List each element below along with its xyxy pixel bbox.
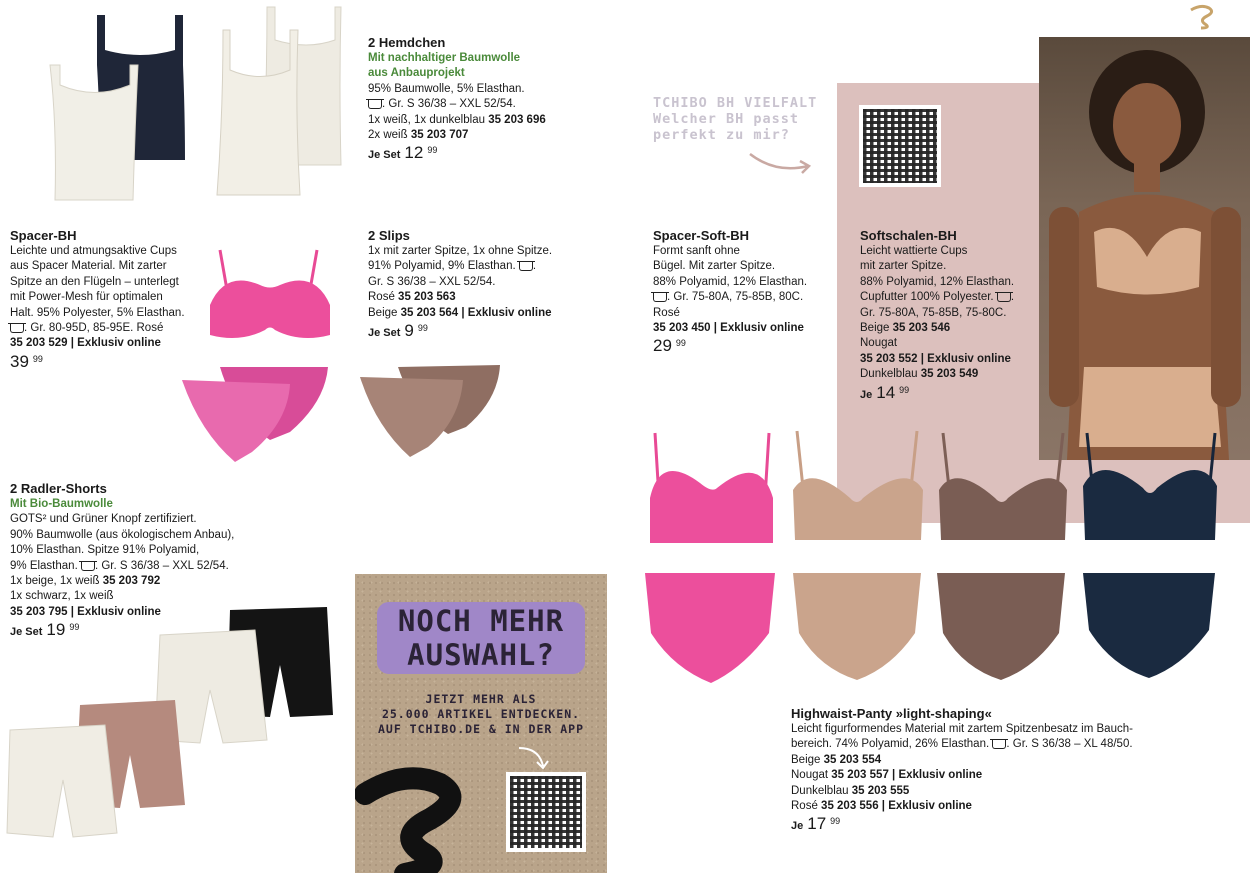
description-line: GOTS² und Grüner Knopf zertifiziert. xyxy=(10,513,197,526)
callout-line: TCHIBO BH VIELFALT xyxy=(653,95,818,111)
price-main: 29 xyxy=(653,336,672,356)
promo-text: JETZT MEHR ALS xyxy=(425,692,537,706)
description-line: 90% Baumwolle (aus ökologischem Anbau), xyxy=(10,528,235,541)
description-line: Leicht figurformendes Material mit zartem Spitzenbesatz im Bauch- xyxy=(791,723,1133,735)
wash-care-icon xyxy=(81,561,95,571)
price-main: 9 xyxy=(404,321,414,341)
article-number: 35 203 696 xyxy=(488,113,546,126)
nougat-bra xyxy=(939,433,1067,540)
price-main: 12 xyxy=(404,143,424,163)
product-subtitle: Mit nachhaltiger Baumwolle xyxy=(368,52,521,64)
promo-text: 25.000 ARTIKEL ENTDECKEN. xyxy=(381,707,581,721)
promo-box xyxy=(355,574,607,873)
price-cents: 99 xyxy=(675,338,686,349)
variant-label: 1x schwarz, 1x weiß xyxy=(10,590,114,603)
material-line: 88% Polyamid, 12% Elasthan. xyxy=(653,275,808,288)
product-title: Spacer-BH xyxy=(10,228,77,243)
material-line: Cupfutter 100% Polyester. xyxy=(860,291,994,304)
variant-label: 1x weiß, 1x dunkelblau xyxy=(368,113,489,126)
description-line: aus Spacer Material. Mit zarter xyxy=(10,260,167,273)
article-number: 35 203 557 | Exklusiv online xyxy=(831,769,983,782)
article-number: 35 203 552 | Exklusiv online xyxy=(860,352,1011,365)
price xyxy=(860,382,1014,403)
price xyxy=(10,351,185,372)
description-line: Leichte und atmungsaktive Cups xyxy=(10,245,177,257)
promo-headline: NOCH MEHR xyxy=(397,604,565,638)
variant-label: Nougat xyxy=(791,769,832,782)
variant-label: 2x weiß xyxy=(368,129,411,142)
price-cents: 99 xyxy=(69,622,80,633)
article-number: 35 203 563 xyxy=(398,291,456,304)
product-title: Spacer-Soft-BH xyxy=(653,228,750,243)
description-line: Bügel. Mit zarter Spitze. xyxy=(653,260,776,273)
price-main: 14 xyxy=(876,382,896,402)
article-number: 35 203 450 | Exklusiv online xyxy=(653,322,804,335)
pink-bra xyxy=(650,433,773,543)
description-line: mit Power-Mesh für optimalen xyxy=(10,291,163,304)
price-prefix: Je Set xyxy=(10,626,43,639)
article-number: 35 203 555 xyxy=(851,784,910,797)
spacer-bh-text xyxy=(10,227,185,372)
softschalen-text: Softschalen-BH Leicht wattierte Cups mit zarter Spitze. 88% Polyamid, 12% Elasthan. Cupfutter 100% Polyester. . Gr. 75-80A, 75-85B, 75-80C. Beige 35 203 546 Nougat 35 203 552 | Exklusiv online Dunkelblau 35 203 549 Je 14 99 xyxy=(860,228,1015,402)
price-cents: 99 xyxy=(899,384,910,395)
pink-briefs-photo xyxy=(180,362,332,467)
variant-label: Rosé xyxy=(368,291,399,304)
spacer-soft-text xyxy=(653,227,807,357)
material-line: 88% Polyamid, 12% Elasthan. xyxy=(860,275,1015,288)
highwaist-text xyxy=(791,705,1133,835)
variant-label: Dunkelblau xyxy=(791,784,852,797)
price xyxy=(653,338,807,356)
price-prefix: Je xyxy=(791,820,804,833)
wash-care-icon xyxy=(10,323,24,333)
product-title: 2 Radler-Shorts xyxy=(10,481,107,496)
panties-row-photo xyxy=(643,568,1223,686)
article-number: 35 203 792 xyxy=(102,575,161,588)
price-cents: 99 xyxy=(427,145,438,156)
promo-text: AUF TCHIBO.DE & IN DER APP xyxy=(377,722,584,736)
price-cents: 99 xyxy=(417,323,428,334)
camisole-photo xyxy=(45,5,345,205)
article-number: 35 203 529 | Exklusiv online xyxy=(10,337,161,350)
article-number: 35 203 556 | Exklusiv online xyxy=(821,800,972,813)
price-prefix: Je xyxy=(860,388,873,401)
price xyxy=(368,323,552,341)
price-prefix: Je Set xyxy=(368,327,401,340)
description-line: Spitze an den Flügeln – unterlegt xyxy=(10,275,179,288)
tchibo-swirl-icon xyxy=(355,764,475,873)
description-line: Leicht wattierte Cups xyxy=(860,245,968,257)
material-line: bereich. 74% Polyamid, 26% Elasthan. xyxy=(791,738,993,751)
article-number: 35 203 549 xyxy=(920,368,979,381)
description-line: Formt sanft ohne xyxy=(653,245,740,257)
arrow-icon xyxy=(748,148,814,176)
description-line: mit zarter Spitze. xyxy=(860,260,947,273)
arrow-icon xyxy=(515,744,555,772)
variant-label: Beige xyxy=(791,753,824,766)
variant-label: Rosé xyxy=(791,800,822,813)
size-line: . Gr. S 36/38 – XXL 52/54. xyxy=(382,98,516,111)
variant-label: Rosé xyxy=(653,306,680,319)
size-line: Gr. S 36/38 – XXL 52/54. xyxy=(368,275,496,288)
price xyxy=(368,145,546,163)
promo-headline: AUSWAHL? xyxy=(407,638,555,672)
wash-care-icon xyxy=(519,261,533,271)
description-line: 1x mit zarter Spitze, 1x ohne Spitze. xyxy=(368,245,553,257)
qr-code[interactable] xyxy=(859,105,941,187)
price xyxy=(791,816,1133,834)
price-main: 39 xyxy=(10,351,29,371)
variant-label: Nougat xyxy=(860,337,898,350)
price-prefix: Je Set xyxy=(368,149,401,162)
article-number: 35 203 554 xyxy=(823,753,882,766)
hemdchen-text xyxy=(368,34,546,164)
variant-label: Beige xyxy=(368,306,401,319)
callout-line: perfekt zu mir? xyxy=(653,127,790,143)
pink-bra-photo xyxy=(205,245,335,340)
price-main: 19 xyxy=(46,620,66,640)
shorts-photo xyxy=(5,605,335,840)
size-line: Gr. 75-80A, 75-85B, 75-80C. xyxy=(860,306,1007,319)
wash-care-icon xyxy=(997,292,1011,302)
size-line: . Gr. S 36/38 – XL 48/50. xyxy=(1006,738,1133,751)
product-title: Highwaist-Panty »light-shaping« xyxy=(791,706,992,721)
article-number: 35 203 795 | Exklusiv online xyxy=(10,605,161,618)
product-title: Softschalen-BH xyxy=(860,228,957,243)
size-line: . Gr. 75-80A, 75-85B, 80C. xyxy=(667,291,804,304)
wash-care-icon xyxy=(653,292,667,302)
qr-code[interactable] xyxy=(506,772,586,852)
product-subtitle: Mit Bio-Baumwolle xyxy=(10,498,113,510)
size-line: . Gr. 80-95D, 85-95E. Rosé xyxy=(24,322,164,335)
model-photo xyxy=(1039,37,1250,460)
price-main: 17 xyxy=(807,814,827,834)
product-subtitle: aus Anbauprojekt xyxy=(368,67,465,80)
bh-vielfalt-callout xyxy=(653,95,817,143)
price-cents: 99 xyxy=(830,816,841,827)
callout-line: Welcher BH passt xyxy=(653,111,800,127)
description-line: 10% Elasthan. Spitze 91% Polyamid, xyxy=(10,544,200,557)
size-line: . Gr. S 36/38 – XXL 52/54. xyxy=(94,559,229,572)
product-title: 2 Slips xyxy=(368,228,410,243)
variant-label: 1x beige, 1x weiß xyxy=(10,575,103,588)
material-line: 91% Polyamid, 9% Elasthan. xyxy=(368,260,516,273)
brown-briefs-photo xyxy=(358,362,503,462)
description-line: Halt. 95% Polyester, 5% Elasthan. xyxy=(10,306,185,319)
slips-text: 2 Slips 1x mit zarter Spitze, 1x ohne Spitze. 91% Polyamid, 9% Elasthan. . Gr. S 36/38 – XXL 52/54. Rosé 35 203 563 Beige 35 203 564 | Exklusiv online Je Set 9 99 xyxy=(368,228,553,341)
material-line: 95% Baumwolle, 5% Elasthan. xyxy=(368,82,525,95)
article-number: 35 203 707 xyxy=(410,129,469,142)
article-number: 35 203 564 | Exklusiv online xyxy=(400,306,552,319)
beige-bra xyxy=(793,431,923,540)
material-line: 9% Elasthan. xyxy=(10,559,81,572)
price-cents: 99 xyxy=(32,353,43,364)
variant-label: Beige xyxy=(860,322,893,335)
navy-bra xyxy=(1083,433,1217,540)
product-title: 2 Hemdchen xyxy=(368,35,446,50)
wash-care-icon xyxy=(992,739,1006,749)
wash-care-icon xyxy=(368,99,382,109)
tchibo-logo-icon xyxy=(1187,2,1217,30)
bras-row-photo xyxy=(645,428,1220,550)
article-number: 35 203 546 xyxy=(892,322,951,335)
variant-label: Dunkelblau xyxy=(860,368,921,381)
